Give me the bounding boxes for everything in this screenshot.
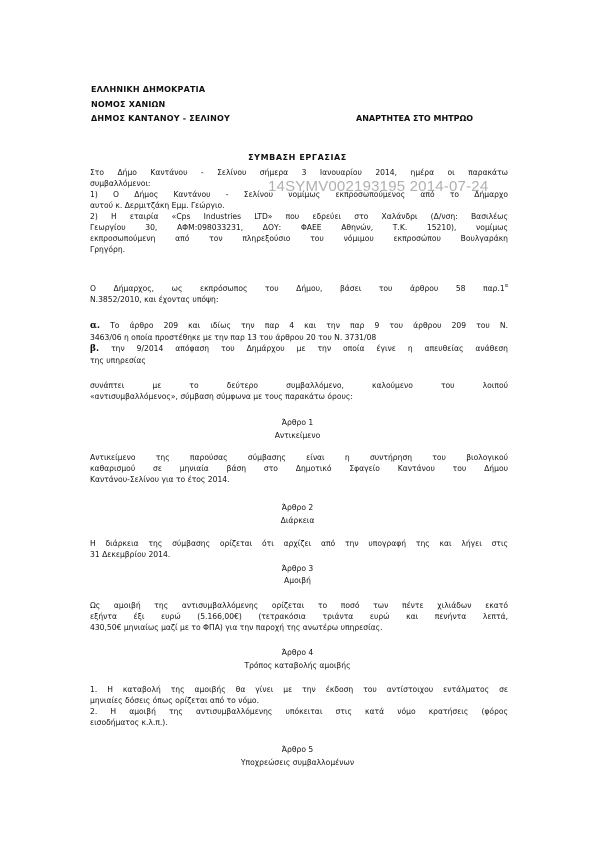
text-line: Η διάρκεια της σύμβασης ορίζεται ότι αρχίζει από την υπογραφή της και λήγει στις [90, 539, 508, 548]
text-line: Ν.3852/2010, και έχοντας υπόψη: [90, 295, 219, 304]
text-line: εξήντα έξι ευρώ (5.166,00€) (τετρακόσια τριάντα ευρώ και πενήντα λεπτά, [90, 612, 508, 621]
article-2-body [90, 538, 508, 560]
article-5-heading: Υποχρεώσεις συμβαλλομένων [240, 758, 355, 767]
text-line: Στο Δήμο Καντάνου - Σελίνου σήμερα 3 Ιανουαρίου 2014, ημέρα οι παρακάτω [90, 168, 508, 177]
header-republic: ΕΛΛΗΝΙΚΗ ΔΗΜΟΚΡΑΤΙΑ [91, 85, 206, 94]
text-line: 2) Η εταιρία «Cps Industries LTD» που εδρεύει στο Χαλάνδρι (Δ/νση: Βασιλέως [90, 212, 508, 221]
superscript: α [504, 283, 508, 289]
text-segment: την 9/2014 απόφαση του Δημάρχου με την οποία έγινε η απευθείας ανάθεση [111, 344, 508, 353]
text-line: 31 Δεκεμβρίου 2014. [90, 550, 171, 559]
considerations-list [90, 320, 508, 366]
header-municipality: ΔΗΜΟΣ ΚΑΝΤΑΝΟΥ - ΣΕΛΙΝΟΥ [91, 114, 230, 123]
article-4-body [90, 684, 508, 728]
list-item-a [90, 320, 508, 332]
text-line: «αντισυμβαλλόμενος», σύμβαση σύμφωνα με τους παρακάτω όρους: [90, 392, 353, 401]
registry-watermark: 14SYMV002193195 2014-07-24 [268, 178, 489, 195]
article-3-heading: Αμοιβή [284, 576, 311, 585]
article-2-heading: Διάρκεια [280, 516, 315, 525]
text-line: 2. Η αμοιβή της αντισυμβαλλόμενης υπόκειται στις κατά νόμο κρατήσεις (φόρος [90, 707, 508, 716]
text-line: εισοδήματος κ.λ.π.). [90, 718, 168, 727]
article-1-body [90, 452, 508, 485]
mayor-paragraph [90, 283, 508, 305]
article-3-body [90, 600, 508, 633]
article-1-heading: Αντικείμενο [274, 431, 321, 440]
item-marker: β. [90, 344, 100, 354]
article-3-number: Άρθρο 3 [281, 564, 314, 573]
text-line: Γρηγόρη. [90, 245, 126, 254]
item-marker: α. [90, 321, 101, 331]
document-title: ΣΥΜΒΑΣΗ ΕΡΓΑΣΙΑΣ [248, 153, 347, 162]
text-line: συνάπτει με το δεύτερο συμβαλλόμενο, καλούμενο του λοιπού [90, 381, 508, 390]
text-line: Ως αμοιβή της αντισυμβαλλόμενης ορίζεται το ποσό των πέντε χιλιάδων εκατό [90, 601, 508, 610]
list-item-b [90, 343, 508, 355]
text-line: 430,50€ μηνιαίως μαζί με το ΦΠΑ) για την παροχή της ανωτέρω υπηρεσίας. [90, 623, 383, 632]
text-line: Αντικείμενο της παρούσας σύμβασης είναι η συντήρηση του βιολογικού [90, 453, 508, 462]
text-line: συμβαλλόμενοι: [90, 179, 151, 188]
text-line: αυτού κ. Δερμιτζάκη Εμμ. Γεώργιο. [90, 201, 225, 210]
text-line: 3463/06 η οποία προστέθηκε με την παρ 13 του άρθρου 20 του Ν. 3731/08 [90, 333, 377, 342]
text-line: Καντάνου-Σελίνου για το έτος 2014. [90, 475, 230, 484]
article-1-number: Άρθρο 1 [281, 418, 314, 427]
text-line: της υπηρεσίας [90, 356, 146, 365]
article-5-number: Άρθρο 5 [281, 745, 314, 754]
header-registry-note: ΑΝΑΡΤΗΤΕΑ ΣΤΟ ΜΗΤΡΩΟ [356, 114, 474, 123]
agreement-paragraph [90, 380, 508, 402]
article-4-number: Άρθρο 4 [281, 648, 314, 657]
text-segment: Ο Δήμαρχος, ως εκπρόσωπος του Δήμου, βάσει του άρθρου 58 παρ.1 [90, 284, 505, 293]
article-4-heading: Τρόπος καταβολής αμοιβής [244, 661, 351, 670]
text-line [90, 283, 508, 294]
text-line: μηνιαίες δόσεις όπως ορίζεται από το νόμο. [90, 696, 259, 705]
text-segment: Το άρθρο 209 και ιδίως την παρ 4 και την παρ 9 του άρθρου 209 του Ν. [110, 321, 508, 330]
text-line: εκπροσωπούμενη από τον πληρεξούσιο του νόμιμου εκπροσώπου Βουλγαράκη [90, 234, 508, 243]
article-2-number: Άρθρο 2 [281, 503, 314, 512]
text-line: Γεωργίου 30, ΑΦΜ:098033231, ΔΟΥ: ΦΑΕΕ Αθηνών, Τ.Κ. 15210), νομίμως [90, 223, 508, 232]
text-line: καθαρισμού σε μηνιαία βάση στο Δημοτικό Σφαγείο Καντάνου του Δήμου [90, 464, 508, 473]
header-prefecture: ΝΟΜΟΣ ΧΑΝΙΩΝ [91, 100, 166, 109]
text-line: 1. Η καταβολή της αμοιβής θα γίνει με την έκδοση του αντίστοιχου εντάλματος σε [90, 685, 508, 694]
text-line: 1) Ο Δήμος Καντάνου - Σελίνου νομίμως εκπροσωπούμενος από το Δήμαρχο [90, 190, 508, 199]
